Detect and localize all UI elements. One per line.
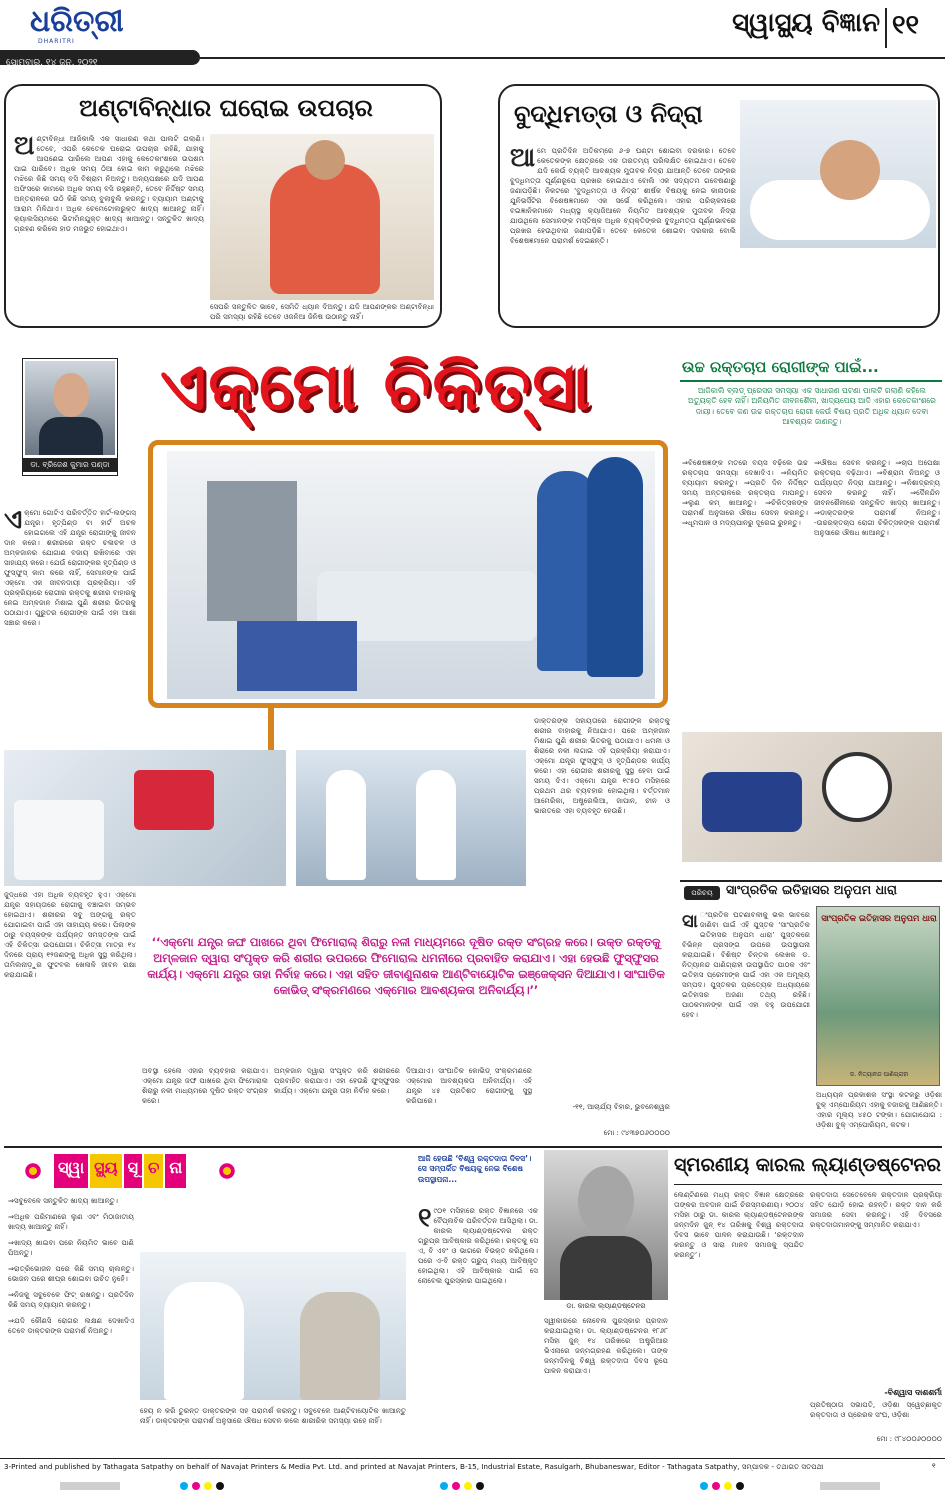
health-tips-list	[8, 1196, 134, 1452]
footer-side-number: ୧	[932, 1462, 936, 1470]
list-item: ⇒ରାତ୍ରିଭୋଜନ ପରେ କିଛି ସମୟ ଚାଲନ୍ତୁ। ଭୋଜନ ପରେ ଶୀଘ୍ର ଶୋଇବା ଉଚିତ ନୁହେଁ।	[8, 1264, 134, 1283]
book-cover-author: ଡ. ନିତ୍ୟାନନ୍ଦ ପାଣିଗ୍ରାହୀ	[849, 1071, 909, 1078]
list-item: ⇒ଖାଦ୍ୟ ଖାଇବା ପରେ ନିୟମିତ ଭାବେ ପାଣି ପିଅନ୍ତୁ।	[8, 1238, 134, 1257]
bp-title: ଉଚ୍ଚ ରକ୍ତଚାପ ରୋଗୀଙ୍କ ପାଇଁ...	[682, 358, 879, 376]
article-back-pain	[4, 84, 442, 328]
page-number: ୧୧	[892, 10, 920, 40]
bp-intro: ଆଜିକାଲି ବ୍ଲଡ୍ ପ୍ରେସର ସମସ୍ୟା ଏକ ସାଧାରଣ ଘଟଣା ପାଲଟି ଗଲାଣି କହିଲେ ଅତ୍ୟୁକ୍ତି ହେବ ନାହିଁ। ଅନିୟମିତ ଜୀବନଶୈଳୀ, ଖାଦ୍ୟପେୟ ଆଦି ଏହାର କେତେକାଂଶରେ ଦାୟୀ। ତେବେ କଣ ଉଚ୍ଚ ରକ୍ତଚାପ ରୋଗୀ କେଉଁ ବିଷୟ ପ୍ରତି ଅଧିକ ଧ୍ୟାନ ଦେବା ଆବଶ୍ୟକ ଜାଣନ୍ତୁ।	[688, 386, 936, 427]
bp-col1: ⇒ବିଶେଷଜ୍ଞଙ୍କ ମତରେ ବୟସ ବଢ଼ିଲେ ଉଚ୍ଚ ରକ୍ତଚାପ ସମସ୍ୟା ଦେଖାଦିଏ। ⇒ନିୟମିତ ବ୍ୟାୟାମ କରନ୍ତୁ। ⇒ପ୍ରତି ଦିନ ନିର୍ଦ୍ଦିଷ୍ଟ ସମୟ ଅନ୍ତରାଳରେ ରକ୍ତଚାପ ମାପନ୍ତୁ। ⇒ଲୁଣ କମ୍ ଖାଆନ୍ତୁ। ⇒ଚିକିତ୍ସକଙ୍କ ପରାମର୍ଶ ଅନୁସାରେ ଔଷଧ ସେବନ କରନ୍ତୁ। ⇒ଧୂମପାନ ଓ ମଦ୍ୟପାନରୁ ଦୂରେଇ ରୁହନ୍ତୁ।	[682, 458, 808, 527]
ecmo-phone: ମୋ : ୯୪୩୭୦୬୦୦୦୦	[603, 1128, 670, 1137]
sleep-title: ବୁଦ୍ଧିମତ୍ତା ଓ ନିଦ୍ରା	[514, 100, 703, 128]
bp-monitor-photo	[682, 732, 942, 862]
landsteiner-col2: ସ୍ୱୀକାରରେ ନୋବେଲ ପୁରସ୍କାର ପ୍ରଦାନ କରାଯାଇଥିଲା। ଡା. ଲ୍ୟାଣ୍ଡଷ୍ଟେନର ୧୮୬୮ ମସିହା ଜୁନ୍ ୧୪ ତାରିଖରେ ଅଷ୍ଟ୍ରିଆର ଭିଏନାରେ ଜନ୍ମଗ୍ରହଣ କରିଥିଲେ। ତାଙ୍କ ଜନ୍ମଦିନକୁ ବିଶ୍ୱ ରକ୍ତଦାତା ଦିବସ ରୂପେ ପାଳନ କରାଯାଏ।	[544, 1316, 668, 1375]
masthead-rule	[200, 57, 945, 59]
registration-marks	[0, 1480, 945, 1494]
book-title: ସାଂପ୍ରତିକ ଇତିହାସର ଅନୁପମ ଧାରା	[726, 882, 898, 897]
landsteiner-teaser: ଆଜି ହେଉଛି ‘ବିଶ୍ୱ ରକ୍ତଦାତା ଦିବସ’। ସେ ସମ୍ପର୍କିତ ବିଷୟକୁ ନେଇ ବିଶେଷ ଉପସ୍ଥାପନା...	[418, 1154, 532, 1184]
landsteiner-col3: ଲେଣ୍ଟିଣରେ ମଧ୍ୟ ରକ୍ତ ବିଜ୍ଞାନ କ୍ଷେତ୍ରରେ ତାଙ୍କର ଅବଦାନ ପାଇଁ ଚିରସ୍ମରଣୀୟ। ୨୦୦୪ ମସିହା ଠାରୁ ଡା. କାରଲ ଲ୍ୟାଣ୍ଡଷ୍ଟେନରଙ୍କ ଜନ୍ମଦିନ ଜୁନ୍ ୧୪ ତାରିଖକୁ ବିଶ୍ୱ ରକ୍ତଦାତା ଦିବସ ଭାବେ ପାଳନ କରାଯାଉଛି। ‘ରକ୍ତଦାନ କରନ୍ତୁ ଓ ସାରା ମାନବ ସମାଜକୁ ସ୍ପନ୍ଦିତ କରନ୍ତୁ’।	[674, 1190, 804, 1259]
footer-imprint: 3-Printed and published by Tathagata Satpathy on behalf of Navajat Printers & Media Pvt. Ltd. and printed at Navajat Printers, B-15, Industrial Estate, Rasulgarh, Bhubaneswar, Editor - Tathagata Satpathy, ସମ୍ପାଦକ - ତଥାଗତ ସତପଥୀ	[4, 1462, 824, 1471]
bp-rule	[680, 380, 942, 382]
landsteiner-photo	[544, 1150, 668, 1300]
ecmo-pull-quote: ‘‘ଏକ୍‌ମୋ ଯନ୍ତ୍ର ଜଙ୍ଘ ପାଖରେ ଥିବା ଫିମୋରାଲ୍ ଶିରାରୁ ନଳୀ ମାଧ୍ୟମରେ ଦୂଷିତ ରକ୍ତ ସଂଗ୍ରହ କରେ। ଉକ୍ତ ରକ୍ତକୁ ଅମ୍ଳଜାନ ଦ୍ୱାରା ସଂପୃକ୍ତ କରି ଶରୀର ଉପରରେ ଫିମୋରାଲ ଧମନୀରେ ପ୍ରବାହିତ କରାଯାଏ। ଏହା ହେଉଛି ଫୁସ୍‌ଫୁସର କାର୍ଯ୍ୟ। ଏକ୍‌ମୋ ଯନ୍ତ୍ର ତାହା ନିର୍ବାହ କରେ। ଏହା ସହିତ ଜୀବାଣୁନାଶକ ଆଣ୍ଟିବାୟୋଟିକ ଇଞ୍ଜେକ୍ସନ ଦିଆଯାଏ। ସାଂଘାତିକ କୋଭିଡ୍ ସଂକ୍ରମଣରେ ଏକ୍‌ମୋର ଆବଶ୍ୟକତା ଅନିବାର୍ଯ୍ୟ।’’	[147, 935, 665, 997]
tips-title-char: ଚ	[144, 1154, 163, 1188]
back-pain-body: ଅଣ୍ଟାବିନ୍ଧା ଆଜିକାଲି ଏକ ସାଧାରଣ କଥା ପାଲଟି ଗଲାଣି। ତେବେ, ଏପରି କେତେକ ଘରୋଇ ଉପଚାର ରହିଛି, ଯାହାକୁ ଆପଣେଇ ପାରିଲେ ଆପଣ ଏହାକୁ କେତେକାଂଶରେ ଉପଶମ ପାଇ ପାରିବେ। ଅଧିକ ସମୟ ଠିଆ ହୋଇ କାମ କରୁଥିଲେ ମଝିରେ ମଝିରେ କିଛି ସମୟ ବସି ବିଶ୍ରାମ ନିଅନ୍ତୁ। ଅନ୍ୟପକ୍ଷରେ ଯଦି ଆପଣ ଅଫିସରେ କାମରେ ଅଧିକ ସମୟ ବସି ରହୁଛନ୍ତି, ତେବେ ନିର୍ଦ୍ଦିଷ୍ଟ ସମୟ ଅନ୍ତରାଳରେ ଉଠି କିଛି ସମୟ ବୁଲାବୁଲି କରନ୍ତୁ। ବ୍ୟାୟାମ ଅଣ୍ଟାକୁ ଆରାମ ମିଳିଥାଏ। ଅଧିକ ଚେମେଟୋଲରୁକ୍ତ ଖାଦ୍ୟ ଖାଆନ୍ତୁ ନାହିଁ। କ୍ୟାଲସିୟମରେ ଭିଟାମିନଯୁକ୍ତ ଖାଦ୍ୟ ଖାଆନ୍ତୁ। ସନ୍ତୁଳିତ ଖାଦ୍ୟ ଗ୍ରହଣ କରିଲେ ହାଡ ମଜଭୁତ ହୋଇଥାଏ।	[14, 134, 204, 233]
book-tag: ପରିଚୟ	[684, 886, 720, 900]
back-pain-body-end: ସେପରି ସନ୍ତୁଳିତ ଭାବେ, ସେମିତି ଧ୍ୟାନ ଦିଅନ୍ତୁ। ଯଦି ଆପଣଙ୍କର ଅଣ୍ଟାବିନ୍ଧା ପରି ସମସ୍ୟା ରହିଛି ତେବେ ଓଜନିଆ ଜିନିଷ ଉଠାନ୍ତୁ ନାହିଁ।	[210, 302, 434, 321]
logo-subtitle: DHARITRI	[38, 38, 75, 45]
issue-date: ସୋମବାର, ୧୪ ଜୁନ୍, ୨୦୨୧	[6, 58, 98, 68]
landsteiner-col4: ରକ୍ତଦାତା ସେତେବେଳେ ରକ୍ତଦାନ ପ୍ରକ୍ରିୟା ସହିତ ଯୋଡ଼ି ହୋଇ ରହନ୍ତି। ରକ୍ତ ଦାନ କରି ସମାଜର ସେବା କରନ୍ତୁ। ଏହି ଦିବସରେ ରକ୍ତଦାତାମାନଙ୍କୁ ସମ୍ମାନିତ କରାଯାଏ।	[810, 1190, 942, 1229]
article-sleep	[498, 84, 940, 328]
list-item: ⇒ସବୁବେଳେ ସନ୍ତୁଳିତ ଖାଦ୍ୟ ଖାଆନ୍ତୁ।	[8, 1196, 119, 1205]
health-tips-caption: ହେୟ ନ କରି ତୁରନ୍ତ ଡାକ୍ତରଙ୍କ ସହ ପରାମର୍ଶ କରନ୍ତୁ। ସବୁବେଳେ ଆଣ୍ଟିବାୟୋଟିକ ଖାଆନ୍ତୁ ନାହିଁ। ଡାକ୍ତରଙ୍କ ପରାମର୍ଶ ଅନୁସାରେ ଔଷଧ ସେବନ କଲେ ଶାରୀରିକ ସମସ୍ୟା ରହେ ନାହିଁ।	[140, 1406, 406, 1425]
masthead	[0, 0, 945, 72]
lower-section-rule	[4, 1146, 942, 1148]
ecmo-accent-bar	[268, 708, 274, 750]
sleep-photo	[740, 100, 936, 248]
health-tips-title	[54, 1154, 204, 1188]
bp-col2: ⇒ଔଷଧ ସେବନ କରନ୍ତୁ। ⇒ଚାପ ଅପେକ୍ଷା ରକ୍ତଚାପ ବଢ଼ିଥାଏ। ⇒ବିଶ୍ରାମ ନିଅନ୍ତୁ ଓ ପର୍ଯ୍ୟାପ୍ତ ନିଦ୍ରା ଯାଆନ୍ତୁ। ⇒ନିଶାଦ୍ରବ୍ୟ ସେବନ କରନ୍ତୁ ନାହିଁ। ⇒ଦୈନନ୍ଦିନ ଜୀବନଶୈଳୀରେ ସନ୍ତୁଳିତ ଖାଦ୍ୟ ଖାଆନ୍ତୁ। ⇒ଡାକ୍ତରଙ୍କ ପରାମର୍ଶ ନିଅନ୍ତୁ। -ଉଚ୍ଚରକ୍ତଚାପ ରୋଗୀ ଚିକିତ୍ସକଙ୍କ ପରାମର୍ଶ ଅନୁସାରେ ଔଷଧ ଖାଆନ୍ତୁ।	[814, 458, 940, 537]
ecmo-machine-photo	[4, 750, 286, 886]
tips-title-char: ନା	[165, 1154, 186, 1188]
landsteiner-col1: ୧ ୯୦୧ ମସିହାରେ ରକ୍ତ ବିଜ୍ଞାନରେ ଏକ ବୈପ୍ଲବିକ ପରିବର୍ତ୍ତନ ଆସିଥିଲା। ଡା. କାରଲ ଲ୍ୟାଣ୍ଡଷ୍ଟେନର ରକ୍ତ ଗ୍ରୁପ୍‌ର ଆବିଷ୍କାର କରିଥିଲେ। ରକ୍ତକୁ ସେ ଏ, ବି ଏବଂ ଓ ଭାଗରେ ବିଭକ୍ତ କରିଥିଲେ। ପରେ ଏ-ବି ରକ୍ତ ଗ୍ରୁପ୍ ମଧ୍ୟ ଆବିଷ୍କୃତ ହୋଇଥିଲା। ଏହି ଆବିଷ୍କାର ପାଇଁ ସେ ନୋବେଲ ପୁରସ୍କାର ପାଇଥିଲେ।	[418, 1206, 538, 1285]
section-divider	[885, 8, 887, 48]
date-strip	[0, 50, 200, 68]
list-item: ⇒ଅଧିକ ପରିମାଣରେ ଲୁଣ ଏବଂ ମିଠାଜାତୀୟ ଖାଦ୍ୟ ଖାଆନ୍ତୁ ନାହିଁ।	[8, 1212, 134, 1231]
ecmo-title: ଏକ୍‌ମୋ ଚିକିତ୍ସା	[160, 348, 593, 425]
list-item: ⇒ନିଜକୁ ସବୁବେଳେ ଫିଟ୍ ରଖନ୍ତୁ। ପ୍ରତିଦିନ କିଛି ସମୟ ବ୍ୟାୟାମ କରନ୍ତୁ।	[8, 1290, 134, 1309]
author-caption: ଡା. ବ୍ରିଜେଶ କୁମାର ପଣ୍ଡା	[23, 458, 117, 472]
landsteiner-title-rule	[674, 1184, 942, 1185]
landsteiner-author: -ବିଶ୍ୱାସ ଦାଶଶର୍ମା	[884, 1388, 942, 1397]
book-tail: ଅଧ୍ୟୟନ ପ୍ରକାଶକ ସଂସ୍ଥା କଟକରୁ ଓଡ଼ିଶା ବୁକ୍ ଏମ୍ପୋରିୟମ ଏହାକୁ ବଜାରକୁ ଆଣିଛନ୍ତି। ଏହାର ମୂଲ୍ୟ ୪୫୦ ଟଙ୍କା। ଯୋଗାଯୋଗ : ଓଡ଼ିଶା ବୁକ୍ ଏମ୍ପୋରିୟମ, କଟକ।	[816, 1090, 942, 1129]
masthead-logo	[30, 4, 180, 44]
ecmo-foot2: ଅମ୍ଳଜାନ ଦ୍ୱାରା ସଂପୃକ୍ତ କରି ଶରୀରରେ ପ୍ରବାହିତ କରାଯାଏ। ଏହା ହେଉଛି ଫୁସ୍‌ଫୁସର କାର୍ଯ୍ୟ। ଏକ୍‌ମୋ ଯନ୍ତ୍ର ତାହା ନିର୍ବାହ କରେ।	[274, 1066, 400, 1095]
logo-text: ଧରିତ୍ରୀ	[30, 4, 124, 39]
book-cover	[816, 906, 940, 1086]
ecmo-foot3: ଦିଆଯାଏ। ସାଂଘାତିକ କୋଭିଡ୍ ସଂକ୍ରମଣରେ ଏକ୍‌ମୋର ଆବଶ୍ୟକତା ଅନିବାର୍ଯ୍ୟ। ଏହି ଯନ୍ତ୍ର ୪୫ ପ୍ରତିଶତ ରୋଗୀଙ୍କୁ ସୁସ୍ଥ କରିପାରେ।	[406, 1066, 532, 1105]
health-tips-box	[4, 1152, 410, 1452]
tips-title-char: ସ୍ଥ୍ୟ	[90, 1154, 121, 1188]
list-item: ⇒ଯଦି କୌଣସି ରୋଗର ଲକ୍ଷଣ ଦେଖାଦିଏ ତେବେ ଡାକ୍ତରଙ୍କ ପରାମର୍ଶ ନିଅନ୍ତୁ।	[8, 1316, 134, 1335]
ecmo-col1b: ଜୁଦ୍ଧରେ ଏହା ଅଧିକ ବ୍ୟବହୃତ ହୁଏ। ଏକ୍‌ମୋ ଯନ୍ତ୍ର ସହାୟତାରେ ରୋଗୀକୁ ବଞ୍ଚାଇବା ସମ୍ଭବ ହୋଇଥାଏ। ଶରୀରର ସବୁ ଅଙ୍ଗକୁ ରକ୍ତ ଯୋଗାଇବା ପାଇଁ ଏହା ସାହାଯ୍ୟ କରେ। ପିଲାଙ୍କ ଠାରୁ ବୟସ୍କଙ୍କ ପର୍ଯ୍ୟନ୍ତ ସମସ୍ତଙ୍କ ପାଇଁ ଏହି ଚିକିତ୍ସା ଉପଯୋଗୀ। ଚିକିତ୍ସା ମାତ୍ର ୧୪ ଦିନରେ ପ୍ରାୟ ୧୨ଜଣଙ୍କୁ ଅଧିକ ସୁସ୍ଥ କରିଥିଲା। ତାମିଲନାଡ଼ୁର ଫୁଟବଲ ଖେଳାଳି ଜୀବନ ରକ୍ଷା କରାଯାଇଛି।	[4, 890, 136, 979]
author-photo	[25, 361, 115, 455]
tips-title-char: ସ୍ୱା	[54, 1154, 88, 1188]
back-pain-photo	[210, 134, 434, 300]
landsteiner-title: ସ୍ମରଣୀୟ କାରଲ ଲ୍ୟାଣ୍ଡଷ୍ଟେନର	[674, 1154, 941, 1176]
ecmo-col2: ଡାକ୍ତରଙ୍କ ସହାୟତାରେ ରୋଗୀଙ୍କ ରକ୍ତକୁ ଶରୀର ବାହାରକୁ ନିଆଯାଏ। ପରେ ଅମ୍ଳଜାନ ମିଶାଇ ପୁଣି ଶରୀର ଭିତରକୁ ପଠାଯାଏ। ଧମନୀ ଓ ଶିରାରେ ନଳୀ ଲଗାଇ ଏହି ପ୍ରକ୍ରିୟା କରାଯାଏ। ଏକ୍‌ମୋ ଯନ୍ତ୍ର ଫୁସ୍‌ଫୁସ୍ ଓ ହୃତ୍‌ପିଣ୍ଡର କାର୍ଯ୍ୟ କରେ। ଏହା ରୋଗୀର ଶରୀରକୁ ସୁସ୍ଥ ହେବା ପାଇଁ ସମୟ ଦିଏ। ଏକ୍‌ମୋ ଯନ୍ତ୍ର ୧୯୫୦ ମସିହାରେ ପ୍ରଥମ ଥର ବ୍ୟବହାର ହୋଇଥିଲା। ବର୍ତ୍ତମାନ ଆମେରିକା, ଅଷ୍ଟ୍ରେଲିଆ, ଜାପାନ, ଚୀନ ଓ ଭାରତରେ ଏହା ବ୍ୟବହୃତ ହେଉଛି।	[534, 716, 670, 815]
landsteiner-author-desc: ପ୍ରତିଷ୍ଠାତା ସଭାପତି, ଓଡ଼ିଶା ସ୍ୱେଚ୍ଛାକୃତ ରକ୍ତଦାତା ଓ ପ୍ରେରକ ସଂଘ, ଓଡ଼ିଶା	[810, 1400, 942, 1419]
doctor-consult-photo	[140, 1252, 406, 1400]
flower-icon	[218, 1162, 236, 1180]
back-pain-title: ଅଣ୍ଟାବିନ୍ଧାର ଘରୋଇ ଉପଚାର	[79, 94, 373, 122]
ecmo-col1: ଏକ୍‌ମୋ ଗୋଟିଏ ପରିବର୍ତ୍ତିତ ହାର୍ଟ-ଲଙ୍ଗସ୍ ଯନ୍ତ୍ର। ହୃତ୍‌ପିଣ୍ଡ ବା ହାର୍ଟ ଅଚଳ ହୋଇଗଲେ ଏହି ଯନ୍ତ୍ର ରୋଗୀଙ୍କୁ ଜୀବନ ଦାନ କରେ। ଶରୀରରେ ରକ୍ତ ଚଳାଚଳ ଓ ଅମ୍ଳଜାନର ଯୋଗାଣ ବଜାୟ ରଖିବାରେ ଏହା ସାହାଯ୍ୟ କରେ। ଯେଉଁ ରୋଗୀଙ୍କର ହୃତ୍‌ପିଣ୍ଡ ଓ ଫୁସ୍‌ଫୁସ୍ କାମ କରେ ନାହିଁ, ସେମାନଙ୍କ ପାଇଁ ଏକ୍‌ମୋ ଏକ ଜୀବନଦାୟୀ ପ୍ରକ୍ରିୟା। ଏହି ପ୍ରକ୍ରିୟାରେ ରୋଗୀର ରକ୍ତକୁ ଶରୀର ବାହାରକୁ ନେଇ ଅମ୍ଳଜାନ ମିଶାଇ ପୁଣି ଶରୀର ଭିତରକୁ ପଠାଯାଏ। ଗୁରୁତର ରୋଗୀଙ୍କ ପାଇଁ ଏହା ଆଶା ସଞ୍ଚାର କରେ।	[4, 508, 136, 627]
flower-icon	[24, 1162, 42, 1180]
book-cover-title: ସାଂପ୍ରତିକ ଇତିହାସର ଅନୁପମ ଧାରା	[821, 914, 937, 924]
ecmo-signoff: -୧୧, ଆଚାର୍ଯ୍ୟ ବିହାର, ଭୁବନେଶ୍ୱର	[572, 1102, 670, 1111]
ecmo-author-box	[22, 358, 118, 476]
sleep-body: ଆମେ ପ୍ରତିଦିନ ଅତିକମ୍‌ରେ ୬-୭ ଘଣ୍ଟା ଶୋଇବା ଦରକାର। ତେବେ କେତେକଙ୍କ କ୍ଷେତ୍ରରେ ଏକ ତାରତମ୍ୟ ପରିଲକ୍ଷିତ ହୋଇଥାଏ। ତେବେ ଯଦି କେଉଁ ବ୍ୟକ୍ତି ଆବଶ୍ୟକ ମୁତାବକ ନିଦ୍ରା ଯାଆନ୍ତି ତେବେ ତାଙ୍କର ବୁଦ୍ଧିମତ୍ତା ପୂର୍ଣ୍ଣରୂପେ ପ୍ରଖର ହୋଇଥାଏ ବୋଲି ଏକ ସଦ୍ୟତମ ଗବେଷଣାରୁ ଜଣାପଡ଼ିଛି। ନିକଟରେ ‘ବୁଦ୍ଧିମତ୍ତା ଓ ନିଦ୍ରା’ ଶୀର୍ଷକ ବିଷୟକୁ ନେଇ କାନାଡାର ଯୁନିଭର୍ସିଟିର ବିଶେଷଜ୍ଞମାନେ ଏକ ସର୍ଭେ କରିଥିଲେ। ଏହାର ପରିଚାଳନାରେ ବଇଜ୍ଞାନିକମାନେ ମଧ୍ୟସ୍ଥ କ୍ୟାଜିଆନେ ନିୟମିତ ଆବଶ୍ୟକ ମୁତାବକ ନିଦ୍ରା ଯାଉଥିଲେ ସେମାନଙ୍କ ମସ୍ତିଷ୍କ ଅଧିକ ବ୍ୟକ୍ତିଙ୍କର ବୁଦ୍ଧିମତ୍ତା ପୂର୍ଣ୍ଣଭାବରେ ପ୍ରଖର ହେଉଥିବାର ଜଣାପଡ଼ିଛି। ତେବେ କେତେକ ଶୋଇବା ଦରକାର ବୋଲି ବିଶେଷଜ୍ଞମାନେ ପରାମର୍ଶ ଦେଇଛନ୍ତି।	[510, 146, 736, 245]
ecmo-covid-ward-photo	[296, 750, 526, 886]
ecmo-icu-photo	[167, 451, 655, 699]
book-body: ସା ଂପ୍ରତିକ ଘଟଣାବଳୀକୁ ଭଲ ଭାବରେ ଜାଣିବା ପାଇଁ ଏହି ପୁସ୍ତକ ‘ସାଂପ୍ରତିକ ଇତିହାସର ଅନୁପମ ଧାରା’ ପୁସ୍ତକରେ ବିଭିନ୍ନ ପ୍ରସଙ୍ଗ ଉପରେ ଉପସ୍ଥାପନା କରାଯାଇଛି। ବିଶିଷ୍ଟ ଚିନ୍ତକ ଲେଖକ ଡ. ନିତ୍ୟାନନ୍ଦ ପାଣିଗ୍ରାହୀ ଉପସ୍ଥାପିତ ପାଠକ ଏବଂ ଇତିହାସ ପ୍ରେମୀଙ୍କ ପାଇଁ ଏହା ଏକ ଅମୂଲ୍ୟ ସମ୍ପଦ। ପୁସ୍ତକର ପ୍ରତ୍ୟେକ ଅଧ୍ୟାୟରେ ଇତିହାସର ଅଜଣା ତଥ୍ୟ ରହିଛି। ପାଠକମାନଙ୍କ ପାଇଁ ଏହା ବହୁ ଉପଯୋଗୀ ହେବ।	[682, 910, 810, 1019]
ecmo-foot1: ଅବସ୍ଥା ହେଲେ ଏହାର ବ୍ୟବହାର କରାଯାଏ। ଏକ୍‌ମୋ ଯନ୍ତ୍ର ଜଙ୍ଘ ପାଖରେ ଥିବା ଫିମୋରାଲ ଶିରାରୁ ନଳୀ ମାଧ୍ୟମରେ ଦୂଷିତ ରକ୍ତ ସଂଗ୍ରହ କରେ।	[142, 1066, 268, 1105]
section-title: ସ୍ୱାସ୍ଥ୍ୟ ବିଜ୍ଞାନ	[732, 8, 880, 38]
tips-title-char: ସୂ	[124, 1154, 142, 1188]
footer-rule	[0, 1458, 945, 1459]
landsteiner-photo-caption: ଡା. କାରଲ ଲ୍ୟାଣ୍ଡଷ୍ଟେନର	[566, 1302, 646, 1310]
landsteiner-phone: ମୋ : ୯୮୪୦୦୬୦୦୦୦	[876, 1434, 942, 1443]
ecmo-main-photo-frame	[148, 440, 668, 708]
